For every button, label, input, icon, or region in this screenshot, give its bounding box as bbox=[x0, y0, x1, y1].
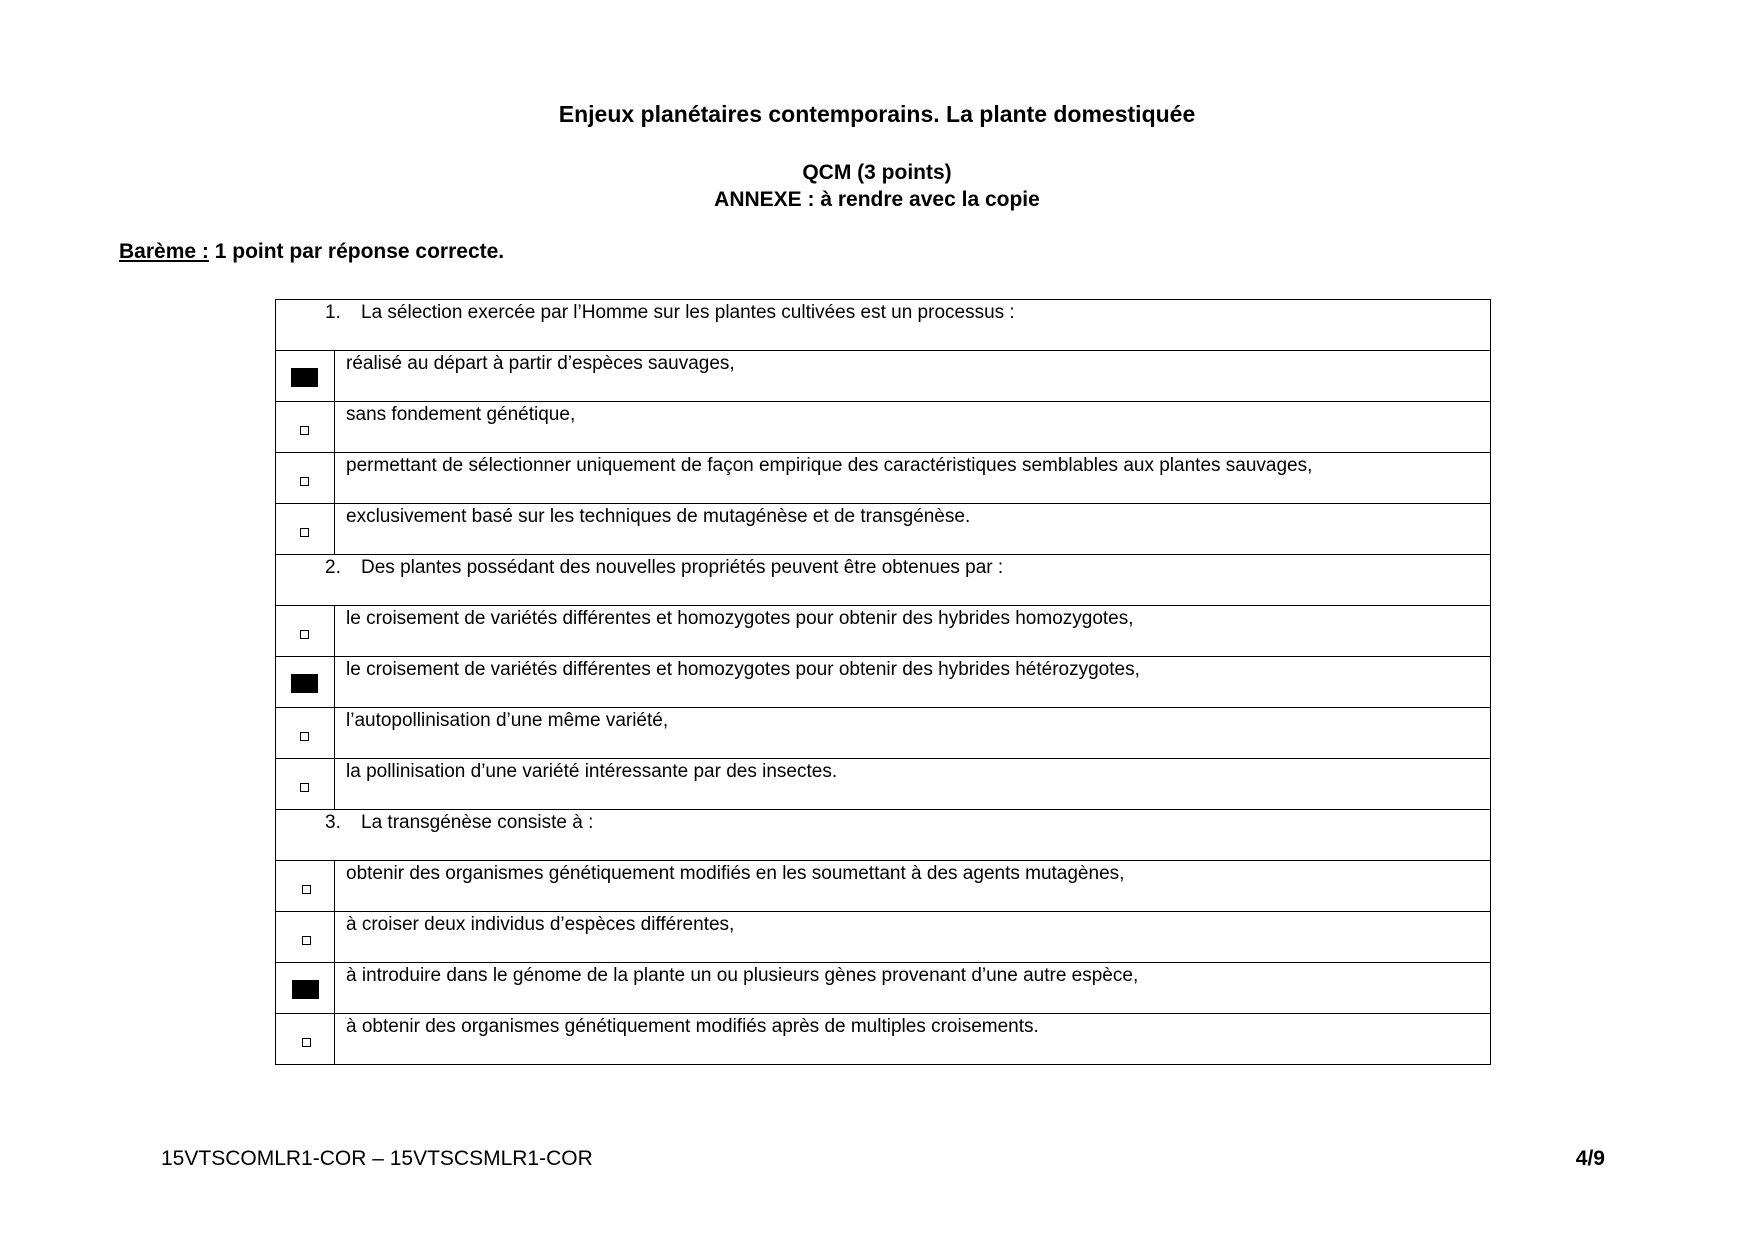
question-row bbox=[276, 810, 1491, 861]
question-3 bbox=[276, 810, 1491, 861]
footer-code: 15VTSCOMLR1-COR – 15VTSCSMLR1-COR bbox=[161, 1147, 593, 1170]
bareme-line bbox=[119, 240, 504, 264]
checkbox-cell[interactable] bbox=[276, 759, 335, 810]
answer-text: la pollinisation d’une variété intéressante par des insectes. bbox=[335, 759, 1491, 810]
answer-row bbox=[276, 1014, 1491, 1065]
answer-row bbox=[276, 606, 1491, 657]
answer-text: à croiser deux individus d’espèces différentes, bbox=[335, 912, 1491, 963]
question-2 bbox=[276, 555, 1491, 606]
answer-text: exclusivement basé sur les techniques de mutagénèse et de transgénèse. bbox=[335, 504, 1491, 555]
question-text: La transgénèse consiste à : bbox=[361, 812, 594, 833]
question-row bbox=[276, 555, 1491, 606]
answer-text: sans fondement génétique, bbox=[335, 402, 1491, 453]
checkbox-checked[interactable] bbox=[292, 980, 319, 999]
annexe-heading: ANNEXE : à rendre avec la copie bbox=[714, 188, 1040, 211]
checkbox-empty[interactable] bbox=[302, 1038, 311, 1047]
answer-text: l’autopollinisation d’une même variété, bbox=[335, 708, 1491, 759]
answer-text: à introduire dans le génome de la plante un ou plusieurs gènes provenant d’une autre espèce, bbox=[335, 963, 1491, 1014]
checkbox-cell[interactable] bbox=[276, 963, 335, 1014]
checkbox-empty[interactable] bbox=[302, 936, 311, 945]
checkbox-cell[interactable] bbox=[276, 504, 335, 555]
answer-text: le croisement de variétés différentes et homozygotes pour obtenir des hybrides hétérozygotes, bbox=[335, 657, 1491, 708]
checkbox-cell[interactable] bbox=[276, 861, 335, 912]
checkbox-checked[interactable] bbox=[291, 674, 318, 693]
checkbox-cell[interactable] bbox=[276, 1014, 335, 1065]
answer-row bbox=[276, 861, 1491, 912]
checkbox-empty[interactable] bbox=[300, 477, 309, 486]
checkbox-cell[interactable] bbox=[276, 402, 335, 453]
checkbox-empty[interactable] bbox=[300, 630, 309, 639]
checkbox-empty[interactable] bbox=[300, 426, 309, 435]
checkbox-cell[interactable] bbox=[276, 708, 335, 759]
question-text: Des plantes possédant des nouvelles propriétés peuvent être obtenues par : bbox=[361, 557, 1004, 578]
checkbox-cell[interactable] bbox=[276, 453, 335, 504]
question-number: 2. bbox=[325, 557, 341, 578]
answer-row bbox=[276, 759, 1491, 810]
checkbox-cell[interactable] bbox=[276, 606, 335, 657]
qcm-table bbox=[275, 299, 1491, 1065]
page-number: 4/9 bbox=[1575, 1147, 1605, 1170]
qcm-heading: QCM (3 points) bbox=[802, 161, 952, 184]
bareme-label: Barème : bbox=[119, 240, 209, 263]
answer-text: le croisement de variétés différentes et homozygotes pour obtenir des hybrides homozygotes, bbox=[335, 606, 1491, 657]
answer-text: obtenir des organismes génétiquement modifiés en les soumettant à des agents mutagènes, bbox=[335, 861, 1491, 912]
checkbox-empty[interactable] bbox=[300, 528, 309, 537]
answer-row bbox=[276, 912, 1491, 963]
checkbox-empty[interactable] bbox=[302, 885, 311, 894]
checkbox-cell[interactable] bbox=[276, 351, 335, 402]
question-row bbox=[276, 300, 1491, 351]
answer-text: permettant de sélectionner uniquement de façon empirique des caractéristiques semblables aux plantes sauvages, bbox=[335, 453, 1491, 504]
question-text: La sélection exercée par l’Homme sur les plantes cultivées est un processus : bbox=[361, 302, 1015, 323]
question-number: 1. bbox=[325, 302, 341, 323]
answer-row bbox=[276, 402, 1491, 453]
checkbox-empty[interactable] bbox=[300, 783, 309, 792]
answer-text: à obtenir des organismes génétiquement modifiés après de multiples croisements. bbox=[335, 1014, 1491, 1065]
checkbox-checked[interactable] bbox=[291, 368, 318, 387]
answer-row bbox=[276, 453, 1491, 504]
answer-row bbox=[276, 657, 1491, 708]
document-title: Enjeux planétaires contemporains. La plante domestiquée bbox=[558, 101, 1196, 127]
bareme-text: 1 point par réponse correcte. bbox=[208, 240, 505, 263]
answer-row bbox=[276, 708, 1491, 759]
checkbox-empty[interactable] bbox=[300, 732, 309, 741]
answer-text: réalisé au départ à partir d’espèces sauvages, bbox=[335, 351, 1491, 402]
question-1 bbox=[276, 300, 1491, 351]
checkbox-cell[interactable] bbox=[276, 657, 335, 708]
answer-row bbox=[276, 963, 1491, 1014]
checkbox-cell[interactable] bbox=[276, 912, 335, 963]
question-number: 3. bbox=[325, 812, 341, 833]
answer-row bbox=[276, 504, 1491, 555]
answer-row bbox=[276, 351, 1491, 402]
